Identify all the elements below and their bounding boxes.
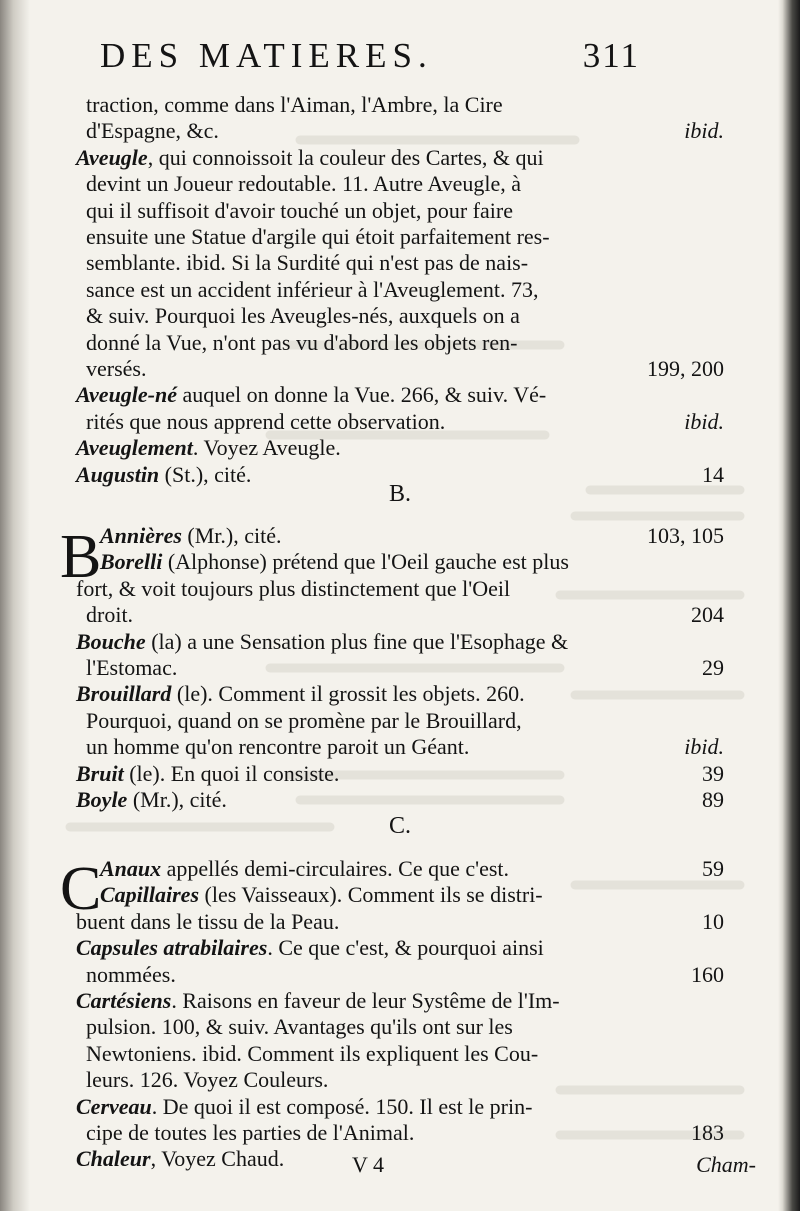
index-line-text <box>86 92 503 118</box>
index-line <box>0 1120 800 1146</box>
index-headword: Cartésiens <box>76 988 172 1013</box>
index-line-text <box>86 962 176 988</box>
page-reference: 183 <box>691 1120 724 1145</box>
index-line-body: . De quoi il est composé. 150. Il est le prin- <box>151 1093 533 1119</box>
index-headword: Boyle <box>76 787 128 812</box>
index-line-body: (St.), cité. <box>159 461 252 487</box>
index-line <box>0 118 800 144</box>
index-line-body: Newtoniens. ibid. Comment ils expliquent les Cou- <box>86 1040 539 1066</box>
index-line-body: donné la Vue, n'ont pas vu d'abord les objets ren- <box>86 329 518 355</box>
index-line-text <box>76 935 544 961</box>
index-line-body: cipe de toutes les parties de l'Animal. <box>86 1120 415 1145</box>
section-letter-c: C. <box>388 813 411 839</box>
page-reference: 160 <box>691 961 724 987</box>
page-reference: 39 <box>702 760 724 786</box>
index-line <box>0 1094 800 1120</box>
index-line-text <box>86 171 521 197</box>
index-line <box>0 523 800 549</box>
index-line-body: sance est un accident inférieur à l'Aveuglement. 73, <box>86 276 539 302</box>
running-title: DES MATIERES. <box>100 36 433 75</box>
index-line-text <box>76 435 341 461</box>
index-line-text <box>86 277 539 303</box>
index-line-text <box>100 882 543 908</box>
index-line-text <box>100 549 569 575</box>
page-reference: ibid. <box>684 734 724 760</box>
index-line-text <box>76 988 560 1014</box>
index-line <box>0 303 800 329</box>
index-line-text <box>86 330 517 356</box>
index-headword: Cerveau <box>76 1093 152 1119</box>
index-line-text <box>86 224 550 250</box>
index-line <box>0 962 800 988</box>
index-headword: Augustin <box>76 461 160 487</box>
index-line-text <box>86 198 513 224</box>
index-line <box>0 330 800 356</box>
index-line-body: . Voyez Aveugle. <box>192 435 341 461</box>
index-headword: Capillaires <box>100 882 200 908</box>
index-line <box>0 734 800 760</box>
page-reference: 199, 200 <box>647 356 724 381</box>
index-line-body: semblante. ibid. Si la Surdité qui n'est pas de nais- <box>86 250 529 276</box>
index-line-body: (les Vaisseaux). Comment ils se distri- <box>199 882 543 908</box>
index-line <box>0 224 800 250</box>
section-letter-b: B. <box>388 481 411 507</box>
index-line-body: versés. <box>86 356 147 381</box>
index-line-text <box>86 356 146 382</box>
catchword: Cham- <box>696 1152 756 1177</box>
index-line <box>0 655 800 681</box>
signature-mark: V 4 <box>352 1152 384 1177</box>
page-reference: 204 <box>691 602 724 628</box>
index-line-body: droit. <box>86 602 134 628</box>
page-footer <box>0 1150 800 1180</box>
index-line <box>0 761 800 787</box>
index-line <box>0 198 800 224</box>
index-line-text <box>86 250 528 276</box>
index-line-body: auquel on donne la Vue. 266, & suiv. Vé- <box>177 382 547 408</box>
index-line <box>0 602 800 628</box>
index-line <box>0 145 800 171</box>
index-headword: Chaleur <box>76 1146 151 1172</box>
index-line-body: d'Espagne, &c. <box>86 118 219 144</box>
index-headword: Aveugle-né <box>76 382 178 408</box>
index-line-body: l'Estomac. <box>86 655 178 680</box>
index-line <box>0 549 800 575</box>
index-line-body: buent dans le tissu de la Peau. <box>76 908 340 934</box>
index-line-body: rités que nous apprend cette observation. <box>86 408 446 434</box>
index-line <box>0 171 800 197</box>
index-line-text <box>76 787 227 813</box>
index-headword: Capsules atrabilaires <box>76 935 268 961</box>
index-line <box>0 382 800 408</box>
index-line-text <box>76 629 568 655</box>
index-line-body: appellés demi-circulaires. Ce que c'est. <box>161 856 510 881</box>
index-line-body: fort, & voit toujours plus distinctement que l'Oeil <box>76 575 511 601</box>
index-headword: Bouche <box>76 628 146 654</box>
index-line-text <box>76 576 510 602</box>
index-line <box>0 787 800 813</box>
index-line-body: (la) a une Sensation plus fine que l'Esophage & <box>145 628 569 654</box>
index-line-text <box>76 1094 532 1120</box>
index-line <box>0 681 800 707</box>
index-line-body: Pourquoi, quand on se promène par le Brouillard, <box>86 707 522 733</box>
index-line-body: (Alphonse) prétend que l'Oeil gauche est plus <box>162 549 569 575</box>
index-headword: Annières <box>100 523 182 548</box>
index-line <box>0 708 800 734</box>
index-line-body: & suiv. Pourquoi les Aveugles-nés, auxquels on a <box>86 303 520 329</box>
index-line-body: (Mr.), cité. <box>127 787 227 812</box>
index-line <box>0 409 800 435</box>
page-reference: 59 <box>702 856 724 881</box>
dropcap-b: B <box>60 523 102 591</box>
page-number: 311 <box>582 36 640 75</box>
index-line <box>0 1041 800 1067</box>
index-line-body: pulsion. 100, & suiv. Avantages qu'ils ont sur les <box>86 1014 513 1040</box>
index-line-text <box>76 382 546 408</box>
index-line-text <box>86 118 219 144</box>
index-line-text <box>86 1014 513 1040</box>
index-line-body: qui il suffisoit d'avoir touché un objet, pour faire <box>86 197 513 223</box>
index-line-text <box>76 681 525 707</box>
index-line-text <box>86 655 177 681</box>
index-line <box>0 882 800 908</box>
page-reference: 29 <box>702 655 724 680</box>
index-line <box>0 909 800 935</box>
running-header <box>100 36 640 86</box>
index-line <box>0 277 800 303</box>
index-line <box>0 356 800 382</box>
index-line-body: . Ce que c'est, & pourquoi ainsi <box>267 935 544 961</box>
index-line-body: traction, comme dans l'Aiman, l'Ambre, la Cire <box>86 92 503 117</box>
index-line-body: devint un Joueur redoutable. 11. Autre Aveugle, à <box>86 171 521 197</box>
index-headword: Brouillard <box>76 681 172 707</box>
index-headword: Anaux <box>100 856 162 881</box>
index-line-body: un homme qu'on rencontre paroit un Géant. <box>86 734 470 760</box>
index-headword: Aveuglement <box>76 435 193 461</box>
index-line <box>0 856 800 882</box>
index-line <box>0 935 800 961</box>
index-line-body: ensuite une Statue d'argile qui étoit parfaitement res- <box>86 224 550 249</box>
page-reference: 14 <box>702 461 724 487</box>
index-line-text <box>76 909 339 935</box>
page-reference: 10 <box>702 908 724 934</box>
index-headword: Borelli <box>100 549 163 575</box>
page-reference: 103, 105 <box>647 523 724 548</box>
index-line-text <box>86 409 445 435</box>
page-reference: ibid. <box>684 118 724 144</box>
index-line-text <box>100 856 509 882</box>
index-headword: Bruit <box>76 760 124 786</box>
index-line-body: , Voyez Chaud. <box>150 1146 285 1172</box>
index-line-body: (le). En quoi il consiste. <box>123 760 340 786</box>
index-line-body: (le). Comment il grossit les objets. 260. <box>171 681 525 707</box>
index-line-text <box>86 303 520 329</box>
index-line-text <box>86 708 522 734</box>
index-line-text <box>86 734 469 760</box>
index-line-text <box>100 523 282 549</box>
index-headword: Aveugle <box>76 144 148 170</box>
index-line <box>0 435 800 461</box>
index-line-text <box>86 1120 414 1146</box>
index-line <box>0 988 800 1014</box>
index-line <box>0 92 800 118</box>
index-line-body: . Raisons en faveur de leur Systême de l'Im- <box>171 988 560 1013</box>
index-line-text <box>86 1067 328 1093</box>
page-reference: 89 <box>702 787 724 812</box>
index-line-body: nommées. <box>86 961 176 987</box>
index-line-text <box>76 761 339 787</box>
index-line-text <box>86 1041 538 1067</box>
index-line <box>0 1014 800 1040</box>
index-line-body: leurs. 126. Voyez Couleurs. <box>86 1067 329 1093</box>
index-line <box>0 1067 800 1093</box>
index-line-body: , qui connoissoit la couleur des Cartes, & qui <box>147 144 544 170</box>
index-line-body: (Mr.), cité. <box>181 523 282 548</box>
index-line-text <box>76 145 544 171</box>
index-line <box>0 576 800 602</box>
index-line <box>0 629 800 655</box>
dropcap-c: C <box>60 855 102 923</box>
index-line-text <box>86 602 133 628</box>
page-reference: ibid. <box>684 408 724 434</box>
index-line <box>0 250 800 276</box>
